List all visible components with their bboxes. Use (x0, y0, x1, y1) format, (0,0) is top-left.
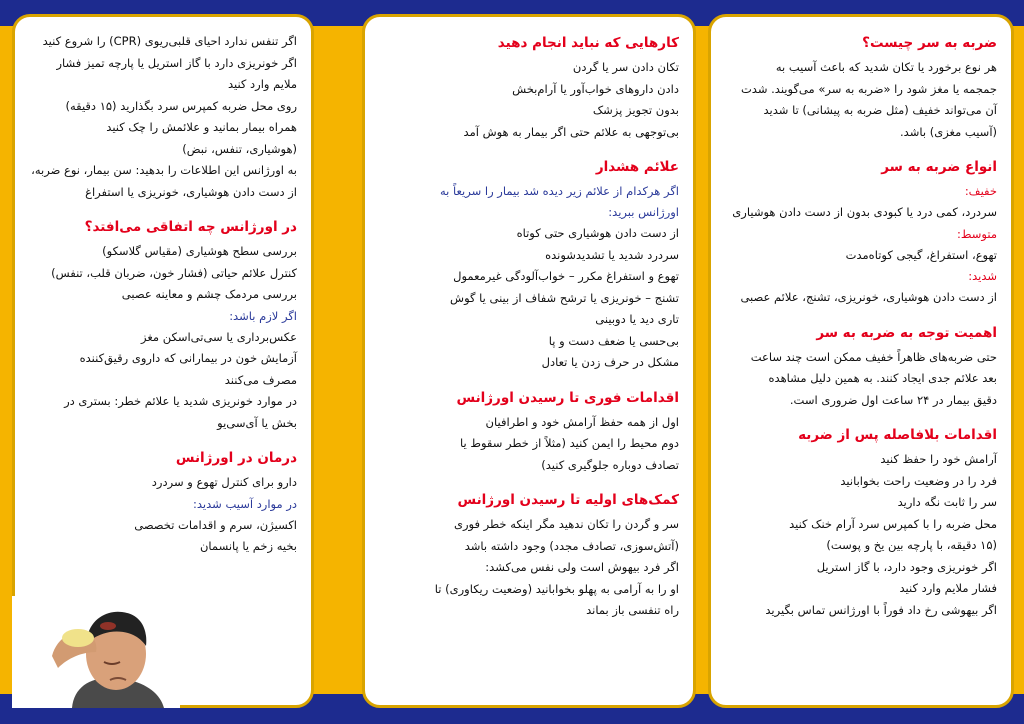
text-line: (هوشیاری، تنفس، نبض) (182, 141, 297, 156)
text-line: اگر خونریزی وجود دارد، با گاز استریل (816, 559, 997, 574)
text-line: تکان دادن سر یا گردن (572, 60, 679, 74)
text-line: (آسیب مغزی) باشد. (900, 124, 997, 139)
note-severe-cases: در موارد آسیب شدید: (193, 496, 297, 511)
note-go-to-er: اگر هرکدام از علائم زیر دیده شد بیمار را سریعاً به (439, 184, 679, 198)
label-severe: شدید: (968, 269, 997, 283)
text-line: مشکل در حرف زدن یا تعادل (541, 355, 679, 369)
text-line: اگر بیهوشی رخ داد فوراً با اورژانس تماس بگیرید (765, 602, 997, 617)
text-line: بخش یا آی‌سی‌یو (217, 415, 297, 430)
heading-in-emergency: در اورژانس چه اتفاقی می‌افتد؟ (84, 219, 297, 235)
text-line: او را به آرامی به پهلو بخوابانید (وضعیت ریکاوری) تا (434, 581, 679, 596)
text-line: ملایم وارد کنید (227, 77, 297, 91)
heading-dont-do: کارهایی که نباید انجام دهید (497, 35, 679, 51)
text-line: بی‌حسی یا ضعف دست و پا (548, 333, 679, 348)
label-moderate: متوسط: (957, 226, 997, 241)
text-line: آرامش خود را حفظ کنید (880, 452, 997, 466)
heading-what-is-head-injury: ضربه به سر چیست؟ (862, 35, 997, 51)
text-line: تصادف دوباره جلوگیری کنید) (541, 457, 679, 472)
text-line: فشار ملایم وارد کنید (899, 581, 997, 595)
text-severe: از دست دادن هوشیاری، خونریزی، تشنج، علائم عصبی (740, 290, 997, 304)
text-line: تهوع و استفراغ مکرر – خواب‌آلودگی غیرمعمول (453, 269, 679, 283)
heading-er-treatment: درمان در اورژانس (175, 450, 297, 466)
text-line: بررسی سطح هوشیاری (مقیاس گلاسکو) (102, 244, 297, 258)
text-line: جمجمه یا مغز شود را «ضربه به سر» می‌گویند. شدت (740, 81, 997, 96)
note-if-needed: اگر لازم باشد: (229, 308, 297, 323)
text-line: در موارد خونریزی شدید یا علائم خطر: بستری در (64, 394, 297, 408)
text-line: از دست دادن هوشیاری، خونریزی یا استفراغ (85, 184, 297, 199)
text-line: سر و گردن را تکان ندهید مگر اینکه خطر فوری (454, 517, 679, 531)
text-line: بعد علائم جدی ایجاد کنند. به همین دلیل مشاهده (768, 371, 997, 385)
label-mild: خفیف: (964, 184, 997, 198)
text-line: هر نوع برخورد یا تکان شدید که باعث آسیب به (775, 60, 997, 74)
text-line: اکسیژن، سرم و اقدامات تخصصی (134, 517, 297, 532)
text-line: راه تنفسی باز بماند (586, 603, 679, 617)
text-line: اگر تنفس ندارد احیای قلبی‌ریوی (CPR) را شروع کنید (42, 34, 297, 48)
panel-right (708, 14, 1014, 708)
text-line: تاری دید یا دوبینی (595, 312, 679, 326)
text-line: دارو برای کنترل تهوع و سردرد (151, 475, 297, 489)
text-mild: سردرد، کمی درد یا کبودی بدون از دست دادن هوشیاری (732, 205, 997, 219)
text-line: روی محل ضربه کمپرس سرد بگذارید (۱۵ دقیقه) (65, 98, 297, 113)
text-line: مصرف می‌کنند (224, 372, 297, 387)
text-line: بدون تجویز پزشک (592, 103, 679, 117)
text-line: دوم محیط را ایمن کنید (مثلاً از خطر سقوط یا (459, 436, 679, 450)
text-line: سر را ثابت نگه دارید (897, 495, 997, 509)
text-line: تشنج – خونریزی یا ترشح شفاف از بینی یا گوش (450, 290, 679, 305)
text-line: اگر خونریزی دارد با گاز استریل یا پارچه تمیز فشار (56, 55, 297, 70)
text-line: (آتش‌سوزی، تصادف مجدد) وجود داشته باشد (464, 538, 679, 553)
text-line: اگر فرد بیهوش است ولی نفس می‌کشد: (485, 560, 679, 574)
text-line: آن می‌تواند خفیف (مثل ضربه به پیشانی) تا شدید (763, 103, 997, 117)
text-line: محل ضربه را با کمپرس سرد آرام خنک کنید (789, 516, 997, 531)
heading-first-aid: کمک‌های اولیه تا رسیدن اورژانس (457, 492, 679, 508)
text-line: حتی ضربه‌های ظاهراً خفیف ممکن است چند ساعت (750, 349, 997, 364)
heading-urgent-actions: اقدامات فوری تا رسیدن اورژانس (456, 389, 679, 406)
text-line: دادن داروهای خواب‌آور یا آرام‌بخش (512, 81, 679, 96)
heading-warning-signs: علائم هشدار (595, 159, 679, 175)
text-line: به اورژانس این اطلاعات را بدهید: سن بیمار، نوع ضربه، (31, 163, 297, 177)
text-line: بررسی مردمک چشم و معاینه عصبی (121, 287, 297, 301)
panel-middle (362, 14, 696, 708)
man-with-cold-pack-illustration (12, 596, 180, 708)
heading-immediate-actions: اقدامات بلافاصله پس از ضربه (798, 427, 997, 443)
photo-man-holding-head (12, 596, 180, 708)
text-line: بی‌توجهی به علائم حتی اگر بیمار به هوش آمد (463, 124, 679, 139)
text-moderate: تهوع، استفراغ، گیجی کوتاه‌مدت (845, 247, 997, 262)
heading-types: انواع ضربه به سر (881, 159, 997, 175)
text-line: عکس‌برداری یا سی‌تی‌اسکن مغز (141, 329, 297, 344)
text-line: آزمایش خون در بیمارانی که داروی رقیق‌کننده (79, 351, 297, 365)
text-line: بخیه زخم یا پانسمان (199, 539, 297, 553)
text-line: کنترل علائم حیاتی (فشار خون، ضربان قلب، تنفس) (51, 265, 297, 280)
text-line: (۱۵ دقیقه، با پارچه بین یخ و پوست) (826, 538, 997, 552)
text-line: دقیق بیمار در ۲۴ ساعت اول ضروری است. (789, 392, 997, 407)
text-line: اول از همه حفظ آرامش خود و اطرافیان (485, 414, 679, 429)
text-line: سردرد شدید یا تشدیدشونده (545, 247, 679, 262)
text-line: از دست دادن هوشیاری حتی کوتاه (516, 226, 679, 240)
heading-importance: اهمیت توجه به ضربه به سر (816, 324, 997, 341)
text-line: فرد را در وضعیت راحت بخوابانید (840, 473, 997, 488)
note-go-to-er-cont: اورژانس ببرید: (608, 205, 679, 219)
text-line: همراه بیمار بمانید و علائمش را چک کنید (106, 120, 297, 134)
